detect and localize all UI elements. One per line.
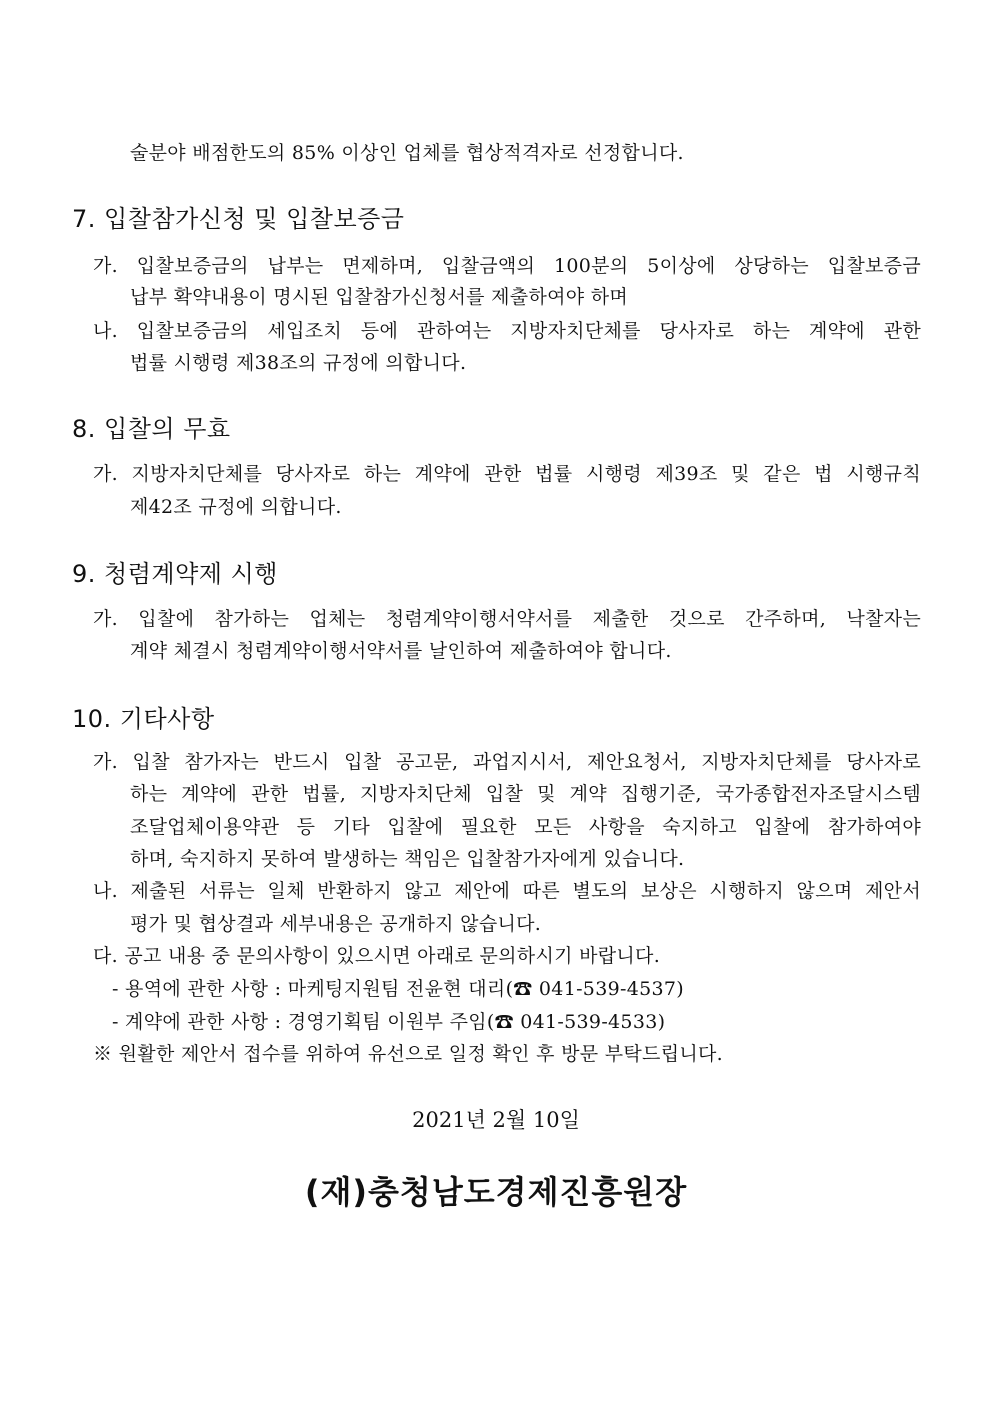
notice-date: 2021년 2월 10일 <box>412 1108 580 1132</box>
section-10-heading: 10. 기타사항 <box>72 705 215 733</box>
section-7-item-na-line-2: 법률 시행령 제38조의 규정에 의합니다. <box>130 352 467 374</box>
contact-contract: - 계약에 관한 사항 : 경영기획팀 이원부 주임(☎ 041-539-4533) <box>112 1011 666 1033</box>
intro-line: 술분야 배점한도의 85% 이상인 업체를 협상적격자로 선정합니다. <box>130 142 684 164</box>
issuer-signature: (재)충청남도경제진흥원장 <box>304 1173 688 1211</box>
visit-note: ※ 원활한 제안서 접수를 위하여 유선으로 일정 확인 후 방문 부탁드립니다. <box>93 1043 724 1065</box>
section-10-item-na-line-1: 나. 제출된 서류는 일체 반환하지 않고 제안에 따른 별도의 보상은 시행하지 않으며 제안서 <box>93 880 921 902</box>
section-8-item-ga-line-1: 가. 지방자치단체를 당사자로 하는 계약에 관한 법률 시행령 제39조 및 같은 법 시행규칙 <box>93 463 921 485</box>
section-9-heading: 9. 청렴계약제 시행 <box>72 560 278 588</box>
section-10-item-ga-line-3: 조달업체이용약관 등 기타 입찰에 필요한 모든 사항을 숙지하고 입찰에 참가하여야 <box>130 816 921 838</box>
section-7-item-ga-line-1: 가. 입찰보증금의 납부는 면제하며, 입찰금액의 100분의 5이상에 상당하는 입찰보증금 <box>93 255 921 277</box>
section-9-item-ga-line-2: 계약 체결시 청렴계약이행서약서를 날인하여 제출하여야 합니다. <box>130 640 672 662</box>
section-10-item-ga-line-2: 하는 계약에 관한 법률, 지방자치단체 입찰 및 계약 집행기준, 국가종합전자조달시스템 <box>130 783 921 805</box>
section-8-item-ga-line-2: 제42조 규정에 의합니다. <box>130 496 342 518</box>
section-7-item-na-line-1: 나. 입찰보증금의 세입조치 등에 관하여는 지방자치단체를 당사자로 하는 계약에 관한 <box>93 320 921 342</box>
section-10-item-ga-line-4: 하며, 숙지하지 못하여 발생하는 책임은 입찰참가자에게 있습니다. <box>130 848 685 870</box>
section-10-item-na-line-2: 평가 및 협상결과 세부내용은 공개하지 않습니다. <box>130 913 542 935</box>
section-8-heading: 8. 입찰의 무효 <box>72 415 231 443</box>
section-9-item-ga-line-1: 가. 입찰에 참가하는 업체는 청렴계약이행서약서를 제출한 것으로 간주하며, 낙찰자는 <box>93 608 921 630</box>
contact-service: - 용역에 관한 사항 : 마케팅지원팀 전윤현 대리(☎ 041-539-4537) <box>112 978 684 1000</box>
section-7-item-ga-line-2: 납부 확약내용이 명시된 입찰참가신청서를 제출하여야 하며 <box>130 286 629 308</box>
section-10-item-da: 다. 공고 내용 중 문의사항이 있으시면 아래로 문의하시기 바랍니다. <box>93 945 661 967</box>
section-10-item-ga-line-1: 가. 입찰 참가자는 반드시 입찰 공고문, 과업지시서, 제안요청서, 지방자치단체를 당사자로 <box>93 751 921 773</box>
section-7-heading: 7. 입찰참가신청 및 입찰보증금 <box>72 205 405 233</box>
